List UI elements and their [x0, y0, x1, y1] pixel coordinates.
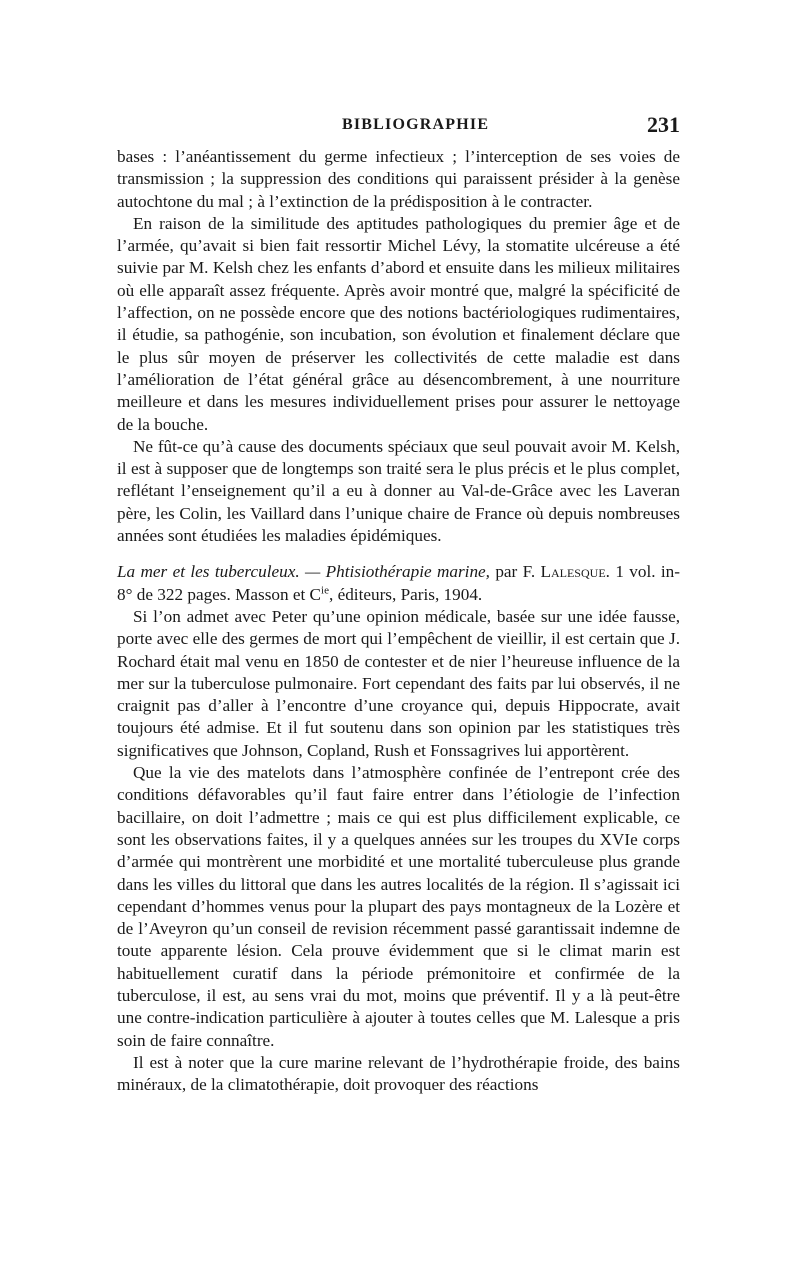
- review-by: par F.: [489, 562, 541, 582]
- running-header: [117, 112, 680, 146]
- paragraph-5: Que la vie des matelots dans l’atmosphère confinée de l’entrepont crée des conditions défavorables qu’il faut faire entrer dans l’étiologie de l’infection bacillaire, on doit l’admettre ; mais ce qui est plus difficilement explicable, ce sont les observations faites, il y a quelques années sur les troupes du XVIe corps d’armée qui montrèrent une morbidité et une mortalité tuberculeuse plus grande dans les villes du littoral que dans les autres localités de la région. Il s’agissait ici cependant d’hommes venus pour la plupart des pays montagneux de la Lozère et de l’Aveyron qu’un conseil de revision récemment passé garantissait indemne de toute apparente lésion. Cela prouve évidemment que si le climat marin est habituellement curatif dans la période prémonitoire et confirmée de la tuberculose, il est, au sens vrai du mot, moins que préventif. Il y a là peut-être une contre-indication particulière à ajouter à toutes celles que M. Lalesque a pris soin de faire connaître.: [117, 763, 680, 1050]
- book-page: [117, 112, 680, 1096]
- review-details-b: , éditeurs, Paris, 1904.: [328, 584, 483, 604]
- review-title: La mer et les tuberculeux. — Phtisiothérapie marine,: [117, 562, 490, 582]
- paragraph-3: Ne fût-ce qu’à cause des documents spéciaux que seul pouvait avoir M. Kelsh, il est à supposer que de longtemps son traité sera le plus précis et le plus complet, reflétant l’enseignement qu’il a eu à donner au Val-de-Grâce avec les Laveran père, les Colin, les Vaillard dans l’unique chaire de France où depuis nombreuses années sont étudiées les maladies épidémiques.: [117, 436, 680, 546]
- running-title: BIBLIOGRAPHIE: [342, 116, 490, 133]
- review-details-sup: ie: [321, 583, 329, 596]
- review-details-a: . 1 vol. in-8° de 322 pages. Masson et C: [117, 562, 680, 604]
- paragraph-6: Il est à noter que la cure marine relevant de l’hydrothérapie froide, des bains minéraux, de la climatothérapie, doit provoquer des réactions: [117, 1052, 680, 1095]
- page-number: 231: [647, 112, 680, 137]
- paragraph-4: Si l’on admet avec Peter qu’une opinion médicale, basée sur une idée fausse, porte avec elle des germes de mort qui l’empêchent de vieillir, il est certain que J. Rochard était mal venu en 1850 de contester et de nier l’heureuse influence de la mer sur la tuberculose pulmonaire. Fort cependant des faits par lui observés, il ne craignit pas d’aller à l’encontre d’une croyance qui, depuis Hippocrate, avait toujours été admise. Et il fut soutenu dans son opinion par les statistiques très significatives que Johnson, Copland, Rush et Fonssagrives lui apportèrent.: [117, 606, 680, 760]
- paragraph-1: bases : l’anéantissement du germe infectieux ; l’interception de ses voies de transmission ; la suppression des conditions qui paraissent présider à la genèse autochtone du mal ; à l’extinction de la prédisposition à le contracter.: [117, 147, 680, 211]
- review-author: Lalesque: [540, 562, 606, 582]
- review-heading: [117, 561, 680, 606]
- paragraph-2: En raison de la similitude des aptitudes pathologiques du premier âge et de l’armée, qu’avait si bien fait ressortir Michel Lévy, la stomatite ulcéreuse a été suivie par M. Kelsh chez les enfants d’abord et ensuite dans les milieux militaires où elle apparaît assez fréquente. Après avoir montré que, malgré la spécificité de l’affection, on ne possède encore que des notions bactériologiques rudimentaires, il étudie, sa pathogénie, son incubation, son évolution et finalement déclare que le plus sûr moyen de préserver les collectivités de cette maladie est dans l’amélioration de l’état général grâce au désencombrement, à une nourriture meilleure et dans les mesures individuellement prises pour assurer le nettoyage de la bouche.: [117, 213, 680, 434]
- section-gap: [117, 547, 680, 561]
